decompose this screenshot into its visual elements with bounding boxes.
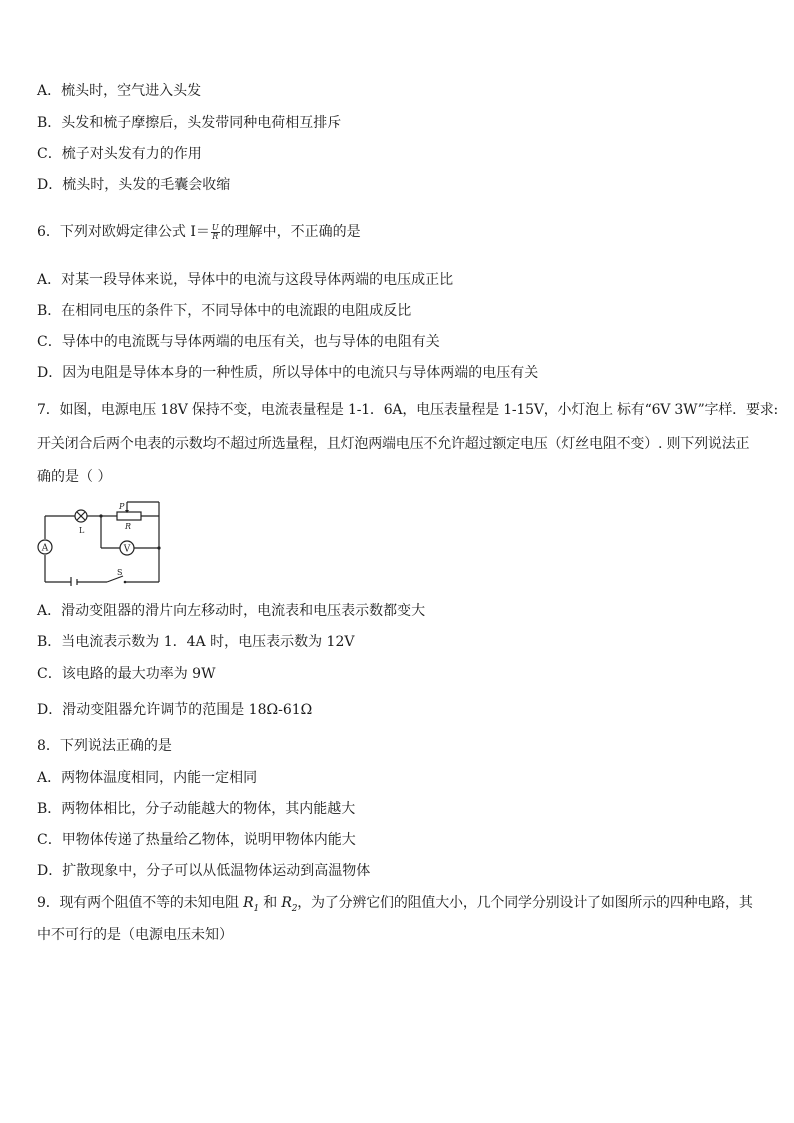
- q7-stem-line-2: 开关闭合后两个电表的示数均不超过所选量程，且灯泡两端电压不允许超过额定电压（灯丝电阻不变）. 则下列说法正: [37, 436, 750, 452]
- q9-stem-before: 9．现有两个阻值不等的未知电阻: [37, 895, 244, 911]
- q9-stem-mid: 和: [259, 895, 282, 911]
- q6-option-a: A．对某一段导体来说，导体中的电流与这段导体两端的电压成正比: [37, 272, 454, 288]
- lamp-label: L: [79, 526, 85, 535]
- q8-option-b: B．两物体相比，分子动能越大的物体，其内能越大: [37, 801, 356, 817]
- q7-option-a: A．滑动变阻器的滑片向左移动时，电流表和电压表示数都变大: [37, 603, 426, 619]
- q6-stem-after: 的理解中，不正确的是: [220, 224, 361, 240]
- junction-dot: [157, 546, 160, 549]
- q8-option-d: D．扩散现象中，分子可以从低温物体运动到高温物体: [37, 863, 371, 879]
- q7-circuit-diagram: [37, 500, 167, 586]
- ammeter-label: A: [41, 543, 49, 554]
- q8-option-c: C．甲物体传递了热量给乙物体，说明甲物体内能大: [37, 832, 356, 848]
- q7-option-d: D．滑动变阻器允许调节的范围是 18Ω-61Ω: [37, 702, 313, 718]
- q6-option-c: C．导体中的电流既与导体两端的电压有关，也与导体的电阻有关: [37, 334, 440, 350]
- q7-option-b: B．当电流表示数为 1．4A 时，电压表示数为 12V: [37, 634, 355, 650]
- voltmeter-label: V: [123, 544, 131, 555]
- q6-stem: [37, 222, 361, 242]
- r1-symbol: $R_1$: [243, 895, 260, 914]
- q5-option-a: A．梳头时，空气进入头发: [37, 83, 202, 99]
- q8-option-a: A．两物体温度相同，内能一定相同: [37, 770, 258, 786]
- q5-option-d: D．梳头时，头发的毛囊会收缩: [37, 177, 231, 193]
- q5-option-b: B．头发和梳子摩擦后，头发带同种电荷相互排斥: [37, 115, 342, 131]
- q7-stem-line-1: 7．如图，电源电压 18V 保持不变，电流表量程是 1-1．6A，电压表量程是 1-15V，小灯泡上 标有“6V 3W”字样．要求:: [37, 402, 779, 418]
- slider-label: P: [119, 502, 125, 511]
- q9-stem-line-1: [37, 893, 753, 919]
- fraction-denominator: R: [212, 231, 219, 241]
- q9-stem-line-2: 中不可行的是（电源电压未知）: [37, 927, 233, 943]
- q6-option-b: B．在相同电压的条件下，不同导体中的电流跟的电阻成反比: [37, 303, 412, 319]
- q9-stem-after: ，为了分辨它们的阻值大小，几个同学分别设计了如图所示的四种电路，其: [297, 895, 753, 911]
- switch-contact: [124, 581, 127, 584]
- r2-symbol: $R_2$: [281, 895, 298, 914]
- fraction-numerator: U: [211, 222, 219, 232]
- q5-option-c: C．梳子对头发有力的作用: [37, 146, 202, 162]
- rheostat-icon: [117, 512, 141, 520]
- q7-stem-line-3: 确的是（ ）: [37, 469, 112, 485]
- q6-stem-before: 6．下列对欧姆定律公式 I＝: [37, 224, 210, 240]
- junction-dot: [99, 514, 102, 517]
- rheostat-label: R: [125, 522, 132, 531]
- switch-label: S: [117, 568, 123, 577]
- ohm-fraction: [211, 224, 220, 241]
- q6-option-d: D．因为电阻是导体本身的一种性质，所以导体中的电流只与导体两端的电压有关: [37, 365, 539, 381]
- q7-option-c: C．该电路的最大功率为 9W: [37, 666, 216, 682]
- q8-stem: 8．下列说法正确的是: [37, 738, 172, 754]
